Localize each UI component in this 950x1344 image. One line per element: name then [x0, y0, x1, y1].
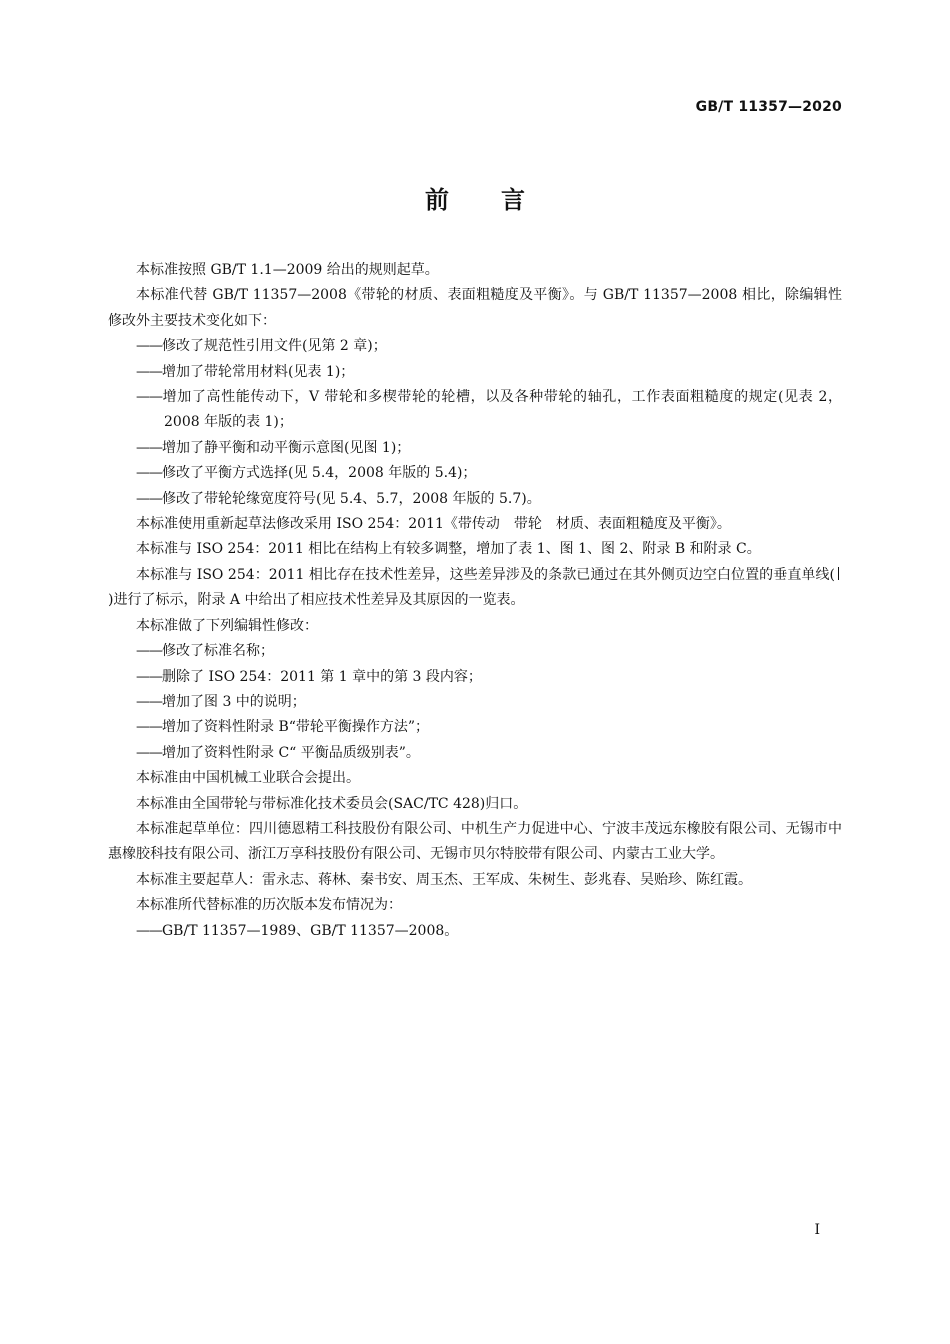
- vertical-line-mark: [838, 567, 839, 580]
- paragraph-replaces: 本标准代替 GB/T 11357—2008《带轮的材质、表面粗糙度及平衡》。与 GB/T 11357—2008 相比，除编辑性修改外主要技术变化如下：: [108, 287, 842, 329]
- change-item: ——增加了带轮常用材料(见表 1)；: [136, 363, 355, 380]
- title-char-2: 言: [501, 186, 525, 214]
- paragraph-history: 本标准所代替标准的历次版本发布情况为：: [136, 897, 402, 914]
- page-title: [0, 180, 950, 215]
- change-item: ——修改了规范性引用文件(见第 2 章)；: [136, 338, 387, 355]
- paragraph-adoption: 本标准使用重新起草法修改采用 ISO 254：2011《带传动 带轮 材质、表面粗糙度及平衡》。: [136, 516, 731, 533]
- standard-code: GB/T 11357—2020: [695, 99, 842, 115]
- history-item: ——GB/T 11357—1989、GB/T 11357—2008。: [136, 922, 459, 939]
- editorial-item: ——增加了资料性附录 C“ 平衡品质级别表”。: [136, 744, 420, 761]
- change-item: ——增加了高性能传动下，V 带轮和多楔带轮的轮槽，以及各种带轮的轴孔，工作表面粗糙度的规定(见表 2，2008 年版的表 1)；: [136, 389, 842, 431]
- foreword-body: [108, 258, 842, 944]
- paragraph-technical-differences: 本标准与 ISO 254：2011 相比存在技术性差异，这些差异涉及的条款已通过在其外侧页边空白位置的垂直单线()进行了标示，附录 A 中给出了相应技术性差异及其原因的一览表。: [108, 563, 842, 614]
- paragraph-editorial: 本标准做了下列编辑性修改：: [136, 617, 318, 634]
- paragraph-drafting-units: 本标准起草单位：四川德恩精工科技股份有限公司、中机生产力促进中心、宁波丰茂远东橡胶有限公司、无锡市中惠橡胶科技有限公司、浙江万享科技股份有限公司、无锡市贝尔特胶带有限公司、内蒙古工业大学。: [108, 820, 842, 863]
- change-item: ——修改了带轮轮缘宽度符号(见 5.4、5.7，2008 年版的 5.7)。: [136, 490, 541, 507]
- page-number: I: [814, 1222, 820, 1238]
- editorial-item: ——增加了图 3 中的说明；: [136, 693, 306, 710]
- editorial-item: ——删除了 ISO 254：2011 第 1 章中的第 3 段内容；: [136, 668, 482, 685]
- paragraph-drafters: 本标准主要起草人：雷永志、蒋林、秦书安、周玉杰、王军成、朱树生、彭兆春、吴贻珍、陈红霞。: [136, 871, 752, 888]
- paragraph-drafting-rules: 本标准按照 GB/T 1.1—2009 给出的规则起草。: [136, 262, 439, 278]
- title-char-1: 前: [425, 186, 449, 214]
- editorial-item: ——修改了标准名称；: [136, 643, 274, 660]
- paragraph-committee: 本标准由全国带轮与带标准化技术委员会(SAC/TC 428)归口。: [136, 795, 528, 812]
- paragraph-structure: 本标准与 ISO 254：2011 相比在结构上有较多调整，增加了表 1、图 1、图 2、附录 B 和附录 C。: [136, 541, 761, 558]
- change-item: ——修改了平衡方式选择(见 5.4，2008 年版的 5.4)；: [136, 465, 477, 482]
- paragraph-proposer: 本标准由中国机械工业联合会提出。: [136, 770, 360, 787]
- editorial-item: ——增加了资料性附录 B“带轮平衡操作方法”；: [136, 719, 430, 736]
- change-item: ——增加了静平衡和动平衡示意图(见图 1)；: [136, 439, 411, 456]
